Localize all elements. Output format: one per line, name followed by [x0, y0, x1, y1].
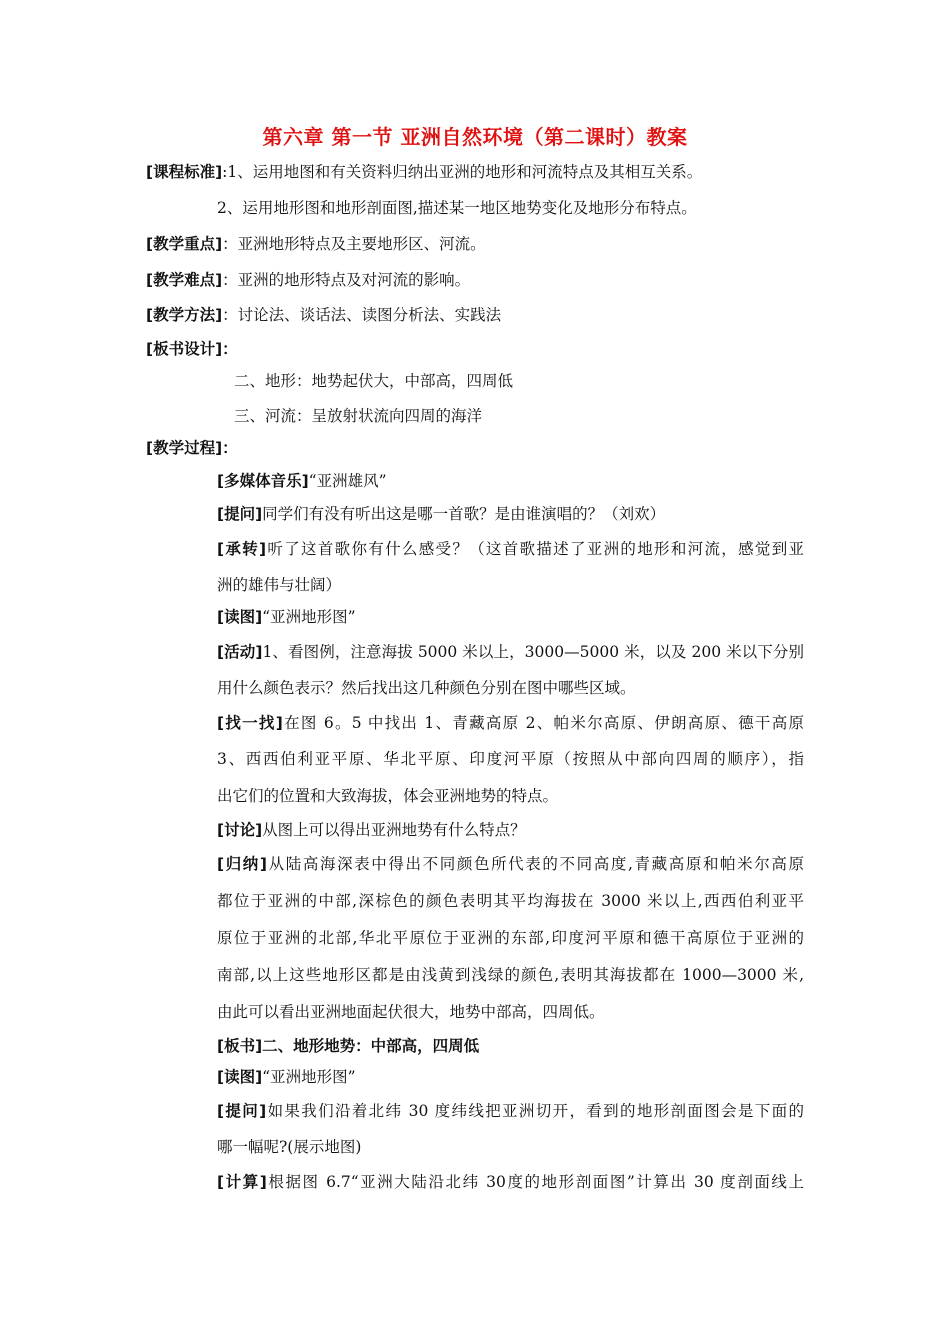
question-1-line	[217, 503, 665, 525]
summary-line-3: 原位于亚洲的北部,华北平原位于亚洲的东部,印度河平原和德干高原位于亚洲的	[217, 929, 804, 947]
summary-line-2: 都位于亚洲的中部,深棕色的颜色表明其平均海拔在 3000 米以上,西西伯利亚平	[217, 892, 804, 910]
read-map-2-label: [读图]	[217, 1068, 263, 1086]
teaching-difficulty-text: ：亚洲的地形特点及对河流的影响。	[222, 271, 471, 289]
music-label: [多媒体音乐]	[217, 472, 309, 490]
board-design-colon: ：	[222, 340, 238, 358]
read-map-1-text: “亚洲地形图”	[262, 608, 356, 626]
discuss-line	[217, 819, 526, 841]
board-design-line	[146, 338, 238, 360]
read-map-2-line	[217, 1066, 356, 1088]
summary-label: [归纳]	[217, 855, 268, 873]
teaching-focus-label: [教学重点]	[146, 235, 223, 253]
calculate-line	[217, 1171, 804, 1193]
question-1-label: [提问]	[217, 505, 263, 523]
teaching-focus-text: ：亚洲地形特点及主要地形区、河流。	[222, 235, 486, 253]
read-map-1-line	[217, 606, 356, 628]
summary-line-1	[217, 853, 804, 875]
calculate-text: 根据图 6.7“亚洲大陆沿北纬 30度的地形剖面图”计算出 30 度剖面线上	[266, 1173, 804, 1191]
transition-text-1: 听了这首歌你有什么感受？（这首歌描述了亚洲的地形和河流，感觉到亚	[266, 540, 804, 558]
board-design-item-1: 二、地形：地势起伏大，中部高，四周低	[234, 372, 514, 390]
teaching-method-line	[146, 304, 501, 326]
board-design-item-2: 三、河流：呈放射状流向四周的海洋	[234, 407, 483, 425]
find-line-1	[217, 712, 804, 734]
activity-line-2: 用什么颜色表示？然后找出这几种颜色分别在图中哪些区域。	[217, 679, 636, 697]
question-2-line-1	[217, 1100, 804, 1122]
summary-line-5: 由此可以看出亚洲地面起伏很大，地势中部高，四周低。	[217, 1003, 605, 1021]
teaching-focus-line	[146, 233, 486, 255]
teaching-method-label: [教学方法]	[146, 306, 223, 324]
discuss-label: [讨论]	[217, 821, 263, 839]
activity-label: [活动]	[217, 643, 263, 661]
find-label: [找一找]	[217, 714, 283, 732]
curriculum-standard-text-1: :1、运用地图和有关资料归纳出亚洲的地形和河流特点及其相互关系。	[222, 163, 703, 181]
find-line-3: 出它们的位置和大致海拔，体会亚洲地势的特点。	[217, 787, 559, 805]
question-2-label: [提问]	[217, 1102, 267, 1120]
transition-line-1	[217, 538, 804, 560]
activity-line-1	[217, 641, 804, 663]
page-title: 第六章 第一节 亚洲自然环境（第二课时）教案	[262, 125, 688, 149]
teaching-difficulty-label: [教学难点]	[146, 271, 223, 289]
summary-text-1: 从陆高海深表中得出不同颜色所代表的不同高度,青藏高原和帕米尔高原	[267, 855, 805, 873]
board-design-label: [板书设计]	[146, 340, 223, 358]
board-write-line: [板书]二、地形地势：中部高，四周低	[217, 1037, 480, 1055]
music-text: “亚洲雄风”	[308, 472, 387, 490]
teaching-method-text: ：讨论法、谈话法、读图分析法、实践法	[222, 306, 502, 324]
read-map-2-text: “亚洲地形图”	[262, 1068, 356, 1086]
question-2-text-1: 如果我们沿着北纬 30 度纬线把亚洲切开，看到的地形剖面图会是下面的	[266, 1102, 804, 1120]
teaching-process-colon: ：	[222, 439, 238, 457]
teaching-difficulty-line	[146, 269, 470, 291]
activity-text-1: 1、看图例，注意海拔 5000 米以上，3000—5000 米，以及 200 米以下分别	[262, 643, 805, 661]
teaching-process-label: [教学过程]	[146, 439, 223, 457]
question-2-line-2: 哪一幅呢?(展示地图)	[217, 1138, 362, 1156]
question-1-text: 同学们有没有听出这是哪一首歌？是由谁演唱的？（刘欢）	[262, 505, 666, 523]
transition-label: [承转]	[217, 540, 267, 558]
calculate-label: [计算]	[217, 1173, 267, 1191]
read-map-1-label: [读图]	[217, 608, 263, 626]
curriculum-standard-line-2: 2、运用地形图和地形剖面图,描述某一地区地势变化及地形分布特点。	[217, 199, 697, 217]
transition-line-2: 洲的雄伟与壮阔）	[217, 576, 342, 594]
discuss-text: 从图上可以得出亚洲地势有什么特点？	[262, 821, 526, 839]
teaching-process-line	[146, 437, 238, 459]
curriculum-standard-label: [课程标准]	[146, 163, 223, 181]
find-text-1: 在图 6。5 中找出 1、青藏高原 2、帕米尔高原、伊朗高原、德干高原	[282, 714, 804, 732]
find-line-2: 3、西西伯利亚平原、华北平原、印度河平原（按照从中部向四周的顺序），指	[217, 750, 804, 768]
summary-line-4: 南部,以上这些地形区都是由浅黄到浅绿的颜色,表明其海拔都在 1000—3000 米,	[217, 966, 804, 984]
curriculum-standard-line-1	[146, 161, 702, 183]
music-line	[217, 470, 387, 492]
